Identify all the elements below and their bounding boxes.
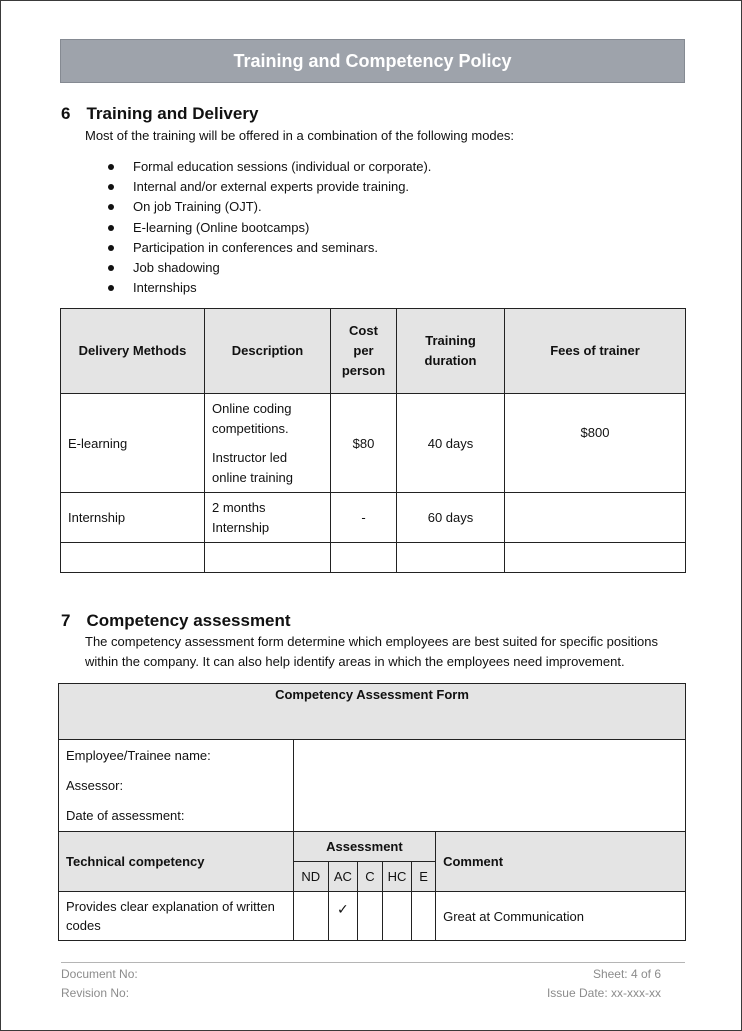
assessor-label: Assessor: [66, 778, 124, 793]
document-title-bar [60, 39, 685, 83]
cell-method: E-learning [61, 394, 205, 493]
header-fees-of-trainer: Fees of trainer [505, 309, 686, 394]
section-7-title: Competency assessment [86, 611, 291, 630]
score-cell-e [412, 892, 436, 941]
comment-header: Comment [436, 832, 686, 892]
col-c: C [357, 862, 382, 892]
cell-method: Internship [61, 493, 205, 543]
cell-fees [505, 493, 686, 543]
section-6-title: Training and Delivery [86, 104, 259, 123]
cell-duration: 60 days [397, 493, 505, 543]
list-item: Job shadowing [85, 258, 431, 278]
assessment-header-row [59, 832, 686, 862]
list-item: Formal education sessions (individual or corporate). [85, 157, 431, 177]
revision-no-label: Revision No: [61, 986, 130, 1000]
cell-duration: 40 days [397, 394, 505, 493]
employee-name-label: Employee/Trainee name: [66, 748, 211, 763]
form-details-labels [59, 740, 294, 832]
section-7-intro: The competency assessment form determine which employees are best suited for specific positions within the company. It can also help identify areas in which the employees need improvement. [85, 634, 658, 669]
table-row [59, 892, 686, 941]
section-7-heading [61, 611, 291, 631]
cell-cost: $80 [331, 394, 397, 493]
table-header-row [61, 309, 686, 394]
section-6-intro: Most of the training will be offered in a combination of the following modes: [85, 128, 514, 143]
page-footer [61, 962, 685, 1003]
score-cell-c [357, 892, 382, 941]
list-item: On job Training (OJT). [85, 197, 431, 217]
sheet-number: Sheet: 4 of 6 [592, 967, 661, 981]
cell-cost: - [331, 493, 397, 543]
col-hc: HC [382, 862, 411, 892]
delivery-methods-table [60, 308, 686, 573]
list-item: Internships [85, 278, 431, 298]
competency-assessment-form [58, 683, 686, 941]
table-row-empty [61, 543, 686, 573]
description-line-1: Online coding competitions. [212, 401, 292, 436]
section-6-heading [61, 104, 258, 124]
issue-date: Issue Date: xx-xxx-xx [546, 986, 661, 1000]
section-7-number: 7 [61, 611, 71, 630]
col-e: E [412, 862, 436, 892]
form-details-values [293, 740, 685, 832]
list-item: E-learning (Online bootcamps) [85, 218, 431, 238]
check-icon: ✓ [328, 892, 357, 941]
list-item: Participation in conferences and seminars. [85, 238, 431, 258]
score-cell-nd [293, 892, 328, 941]
comment-cell: Great at Communication [436, 892, 686, 941]
col-nd: ND [293, 862, 328, 892]
col-ac: AC [328, 862, 357, 892]
header-description: Description [205, 309, 331, 394]
header-training-duration: Training duration [397, 309, 505, 394]
form-details-row [59, 740, 686, 832]
cell-description [205, 394, 331, 493]
form-title-row [59, 684, 686, 740]
description-line-2: Instructor led online training [212, 450, 293, 485]
list-item: Internal and/or external experts provide training. [85, 177, 431, 197]
document-title: Training and Competency Policy [233, 50, 512, 71]
technical-competency-header: Technical competency [59, 832, 294, 892]
document-no-label: Document No: [61, 967, 138, 981]
table-row [61, 394, 686, 493]
header-cost-per-person: Cost per person [331, 309, 397, 394]
table-row [61, 493, 686, 543]
cell-description: 2 months Internship [205, 493, 331, 543]
form-title: Competency Assessment Form [59, 684, 686, 740]
score-cell-hc [382, 892, 411, 941]
training-modes-list [85, 157, 431, 298]
assessment-date-label: Date of assessment: [66, 808, 185, 823]
assessment-header: Assessment [293, 832, 435, 862]
header-delivery-methods: Delivery Methods [61, 309, 205, 394]
competency-cell: Provides clear explanation of written codes [59, 892, 294, 941]
section-6-number: 6 [61, 104, 71, 123]
cell-fees: $800 [505, 394, 686, 493]
